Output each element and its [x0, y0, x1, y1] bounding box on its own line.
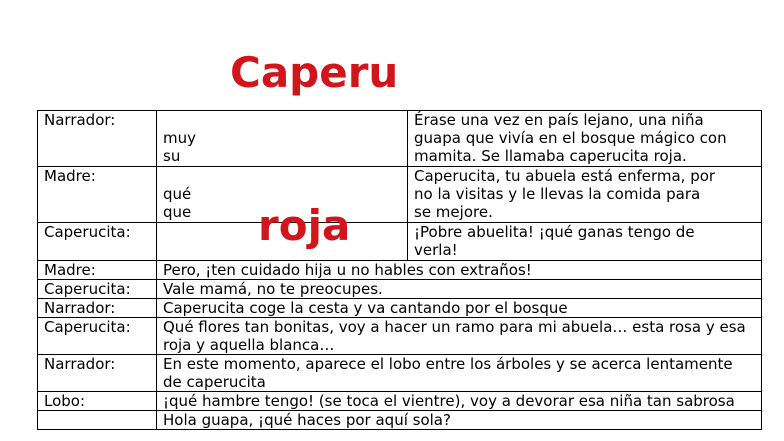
dialogue-text: Vale mamá, no te preocupes.	[163, 280, 383, 298]
blank-line	[163, 111, 401, 129]
fragment-line: su	[163, 147, 181, 165]
speaker-cell	[38, 318, 157, 355]
speaker-label: Narrador:	[44, 111, 116, 129]
dialogue-text: En este momento, aparece el lobo entre los árboles y se acerca lentamente de caperucita	[163, 355, 733, 391]
dialogue-cell	[408, 111, 762, 167]
dialogue-text: Pero, ¡ten cuidado hija u no hables con extraños!	[163, 261, 532, 279]
dialogue-line: mamita. Se llamaba caperucita roja.	[414, 147, 687, 165]
dialogue-line: ¡Pobre abuelita! ¡qué ganas tengo de	[414, 223, 695, 241]
dialogue-line: Érase una vez en país lejano, una niña	[414, 111, 704, 129]
dialogue-cell	[157, 392, 762, 411]
speaker-label: Caperucita:	[44, 223, 131, 241]
dialogue-cell	[157, 280, 762, 299]
table-row	[38, 111, 762, 167]
table-row	[38, 261, 762, 280]
dialogue-cell	[157, 261, 762, 280]
speaker-label: Lobo:	[44, 392, 86, 410]
table-row	[38, 299, 762, 318]
title-part-roja: roja	[258, 201, 351, 250]
blank-line	[163, 167, 401, 185]
speaker-label: Madre:	[44, 167, 96, 185]
dialogue-cell	[408, 223, 762, 261]
dialogue-cell	[157, 318, 762, 355]
speaker-cell	[38, 280, 157, 299]
speaker-cell	[38, 355, 157, 392]
dialogue-line: guapa que vivía en el bosque mágico con	[414, 129, 727, 147]
dialogue-text: ¡qué hambre tengo! (se toca el vientre), voy a devorar esa niña tan sabrosa	[163, 392, 735, 410]
speaker-label: Narrador:	[44, 355, 116, 373]
dialogue-cell	[408, 167, 762, 223]
speaker-cell	[38, 411, 157, 430]
speaker-cell	[38, 392, 157, 411]
dialogue-line: verla!	[414, 241, 458, 259]
dialogue-text: Hola guapa, ¡qué haces por aquí sola?	[163, 411, 451, 429]
table-row	[38, 280, 762, 299]
speaker-cell	[38, 111, 157, 167]
dialogue-cell	[157, 411, 762, 430]
fragment-line: que	[163, 203, 192, 221]
dialogue-cell	[157, 299, 762, 318]
dialogue-table	[37, 110, 762, 430]
table-row	[38, 167, 762, 223]
speaker-label: Caperucita:	[44, 318, 131, 336]
speaker-label: Madre:	[44, 261, 96, 279]
dialogue-line: se mejore.	[414, 203, 493, 221]
speaker-cell	[38, 167, 157, 223]
dialogue-line: no la visitas y le llevas la comida para	[414, 185, 701, 203]
fragment-line: qué	[163, 185, 192, 203]
speaker-cell	[38, 299, 157, 318]
dialogue-cell	[157, 355, 762, 392]
speaker-label: Narrador:	[44, 299, 116, 317]
speaker-cell	[38, 261, 157, 280]
fragment-cell	[157, 111, 408, 167]
table-row	[38, 392, 762, 411]
title-part-caperu: Caperu	[230, 48, 399, 97]
table-row	[38, 223, 762, 261]
table-row	[38, 355, 762, 392]
speaker-cell	[38, 223, 157, 261]
dialogue-line: Caperucita, tu abuela está enferma, por	[414, 167, 716, 185]
speaker-label: Caperucita:	[44, 280, 131, 298]
table-row	[38, 318, 762, 355]
table-row	[38, 411, 762, 430]
dialogue-text: Caperucita coge la cesta y va cantando por el bosque	[163, 299, 568, 317]
dialogue-text: Qué flores tan bonitas, voy a hacer un ramo para mi abuela… esta rosa y esa roja y aquella blanca…	[163, 318, 746, 354]
fragment-line: muy	[163, 129, 196, 147]
